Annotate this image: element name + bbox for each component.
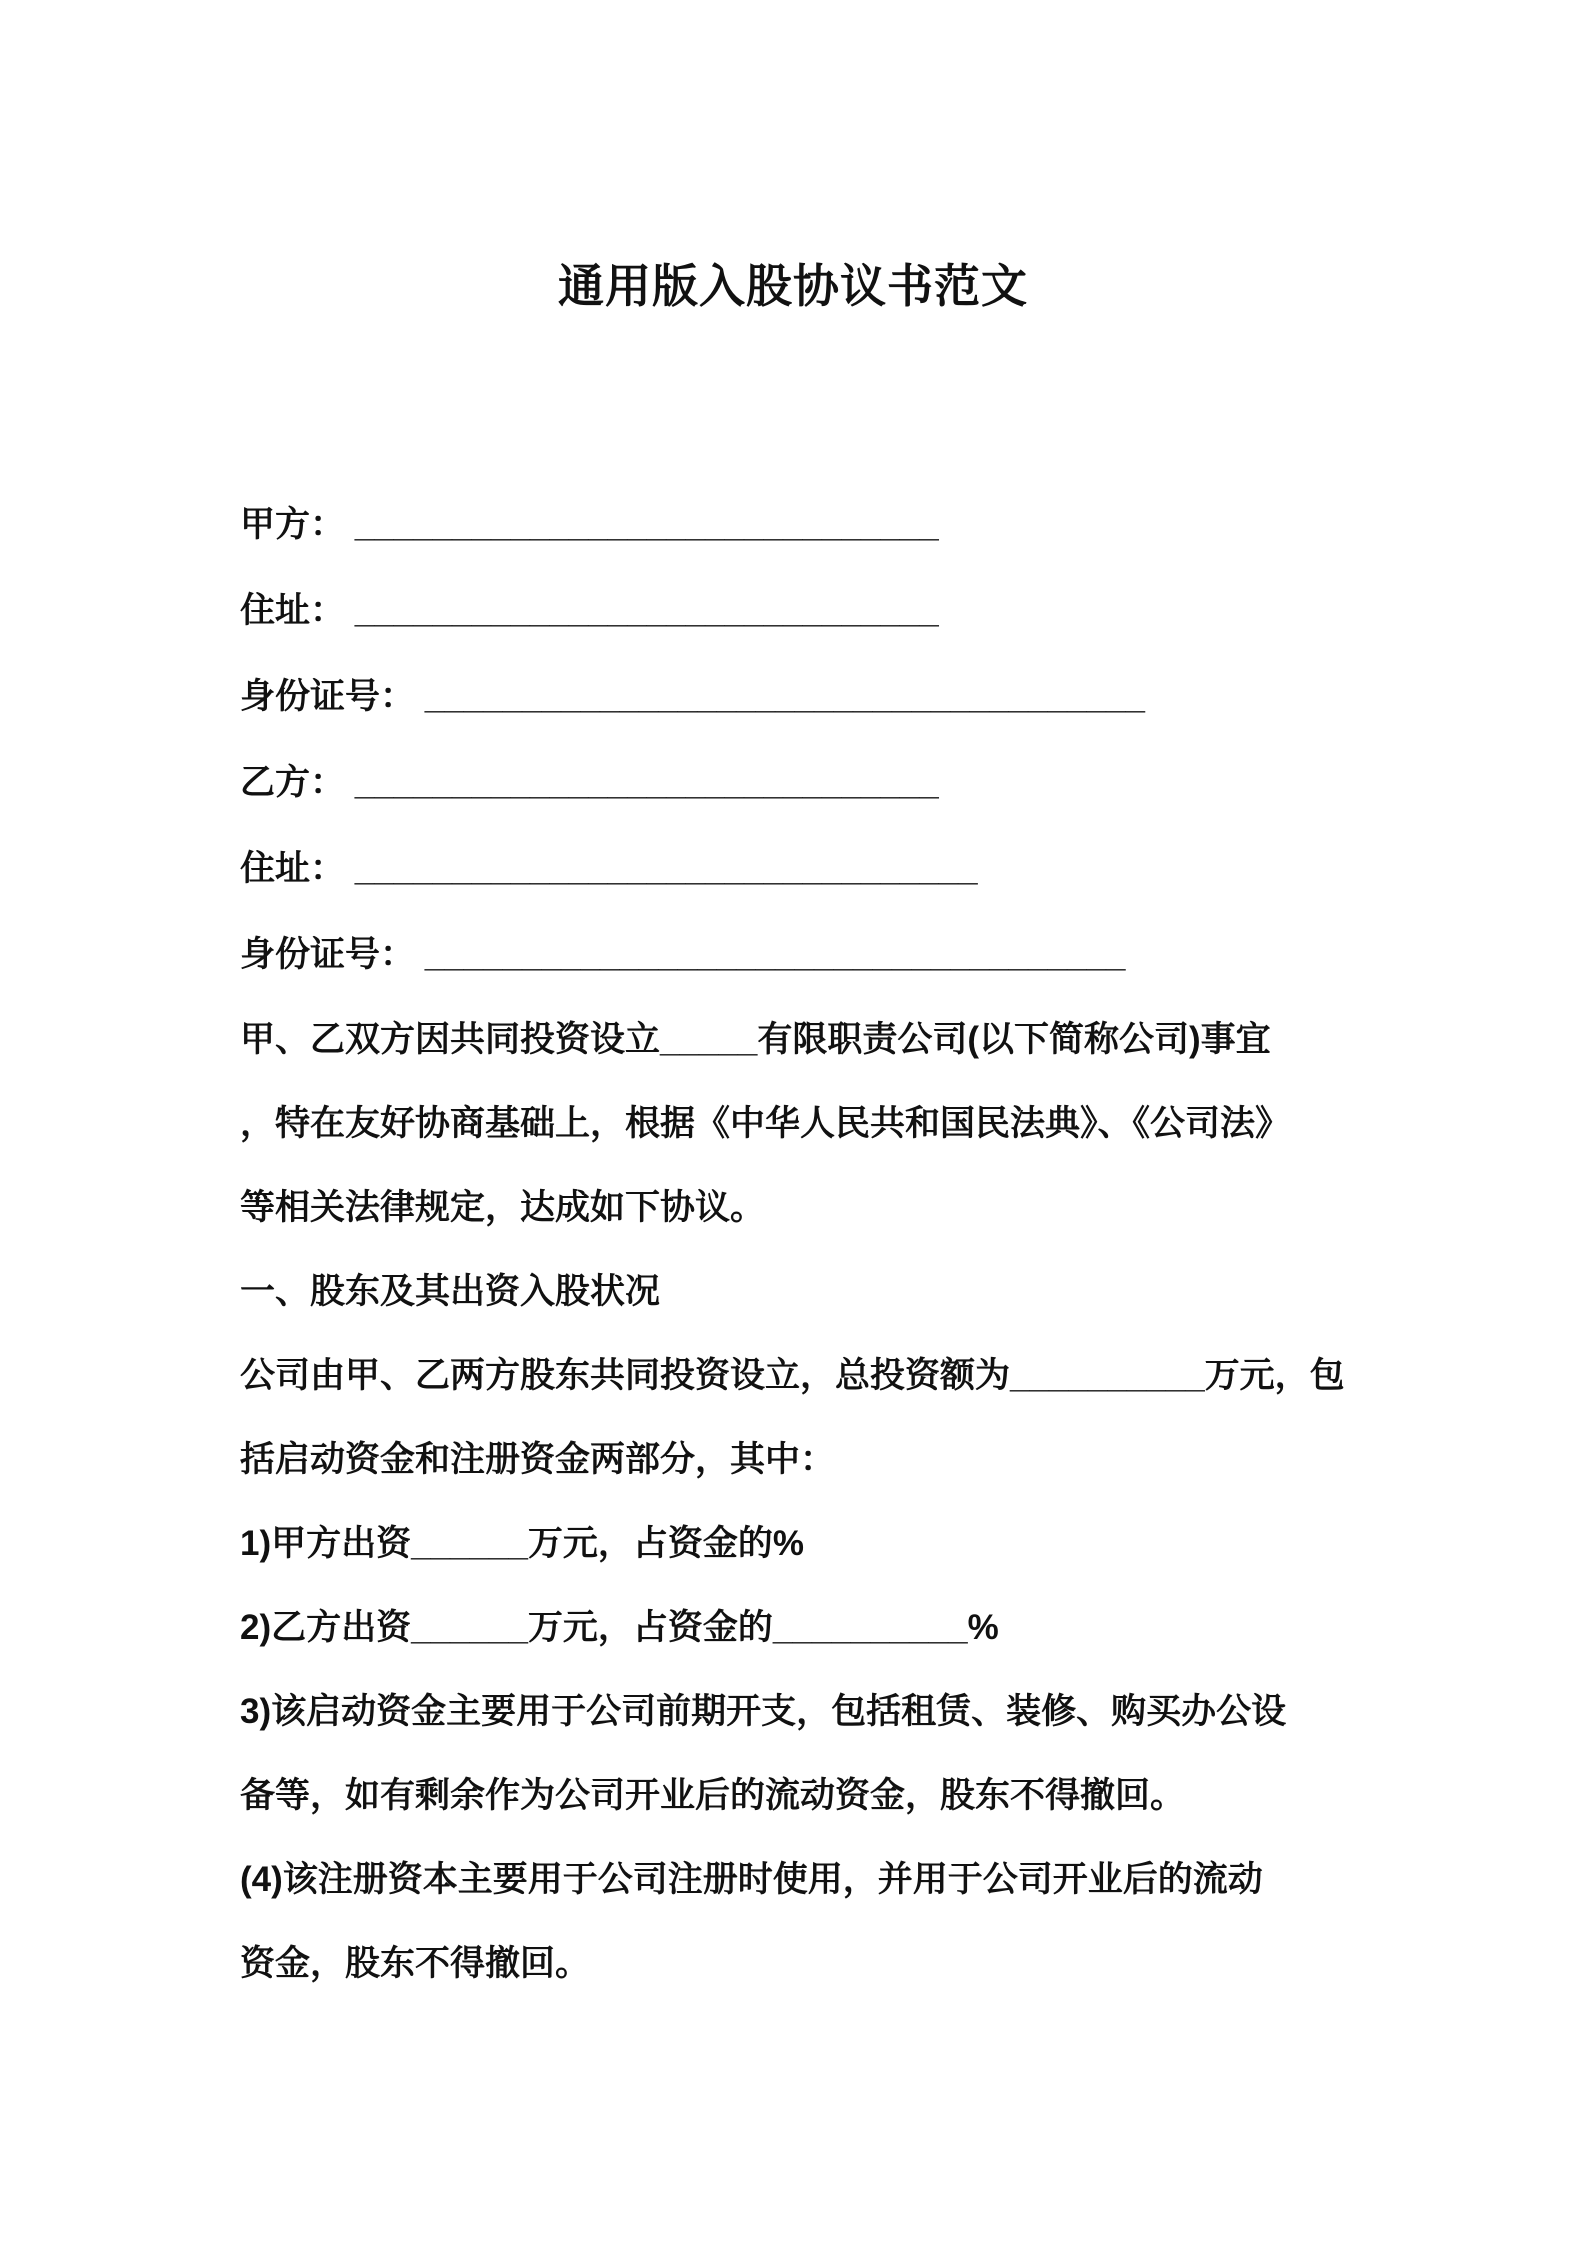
document-body	[240, 482, 1420, 2006]
form-line-party-b-id-number: 身份证号： ____________________________________	[240, 935, 1126, 974]
clause-item-4-line-1: (4)该注册资本主要用于公司注册时使用，并用于公司开业后的流动	[240, 1860, 1263, 1899]
form-line-party-a-name: 甲方： ______________________________	[240, 505, 939, 544]
preamble-line-2: ，特在友好协商基础上，根据《中华人民共和国民法典》、《公司法》	[240, 1104, 1291, 1143]
document-title: 通用版入股协议书范文	[558, 260, 1028, 312]
clause-item-3-line-1: 3)该启动资金主要用于公司前期开支，包括租赁、装修、购买办公设	[240, 1692, 1287, 1731]
form-line-party-b-name: 乙方： ______________________________	[240, 763, 939, 802]
clause-item-4-line-2: 资金，股东不得撤回。	[240, 1944, 591, 1983]
clause-item-3-line-2: 备等，如有剩余作为公司开业后的流动资金，股东不得撤回。	[240, 1776, 1186, 1815]
form-line-party-a-address: 住址： ______________________________	[240, 591, 939, 630]
section-one-heading: 一、股东及其出资入股状况	[240, 1272, 661, 1311]
preamble-line-1: 甲、乙双方因共同投资设立_____有限职责公司(以下简称公司)事宜	[240, 1020, 1271, 1059]
form-line-party-a-id-number: 身份证号： _____________________________________	[240, 677, 1145, 716]
clause-item-1: 1)甲方出资______万元，占资金的%	[240, 1524, 805, 1563]
investment-intro-line-1: 公司由甲、乙两方股东共同投资设立，总投资额为__________万元，包	[240, 1356, 1345, 1395]
form-line-party-b-address: 住址： ________________________________	[240, 849, 978, 888]
preamble-line-3: 等相关法律规定，达成如下协议。	[240, 1188, 766, 1227]
clause-item-2: 2)乙方出资______万元，占资金的__________%	[240, 1608, 999, 1647]
investment-intro-line-2: 括启动资金和注册资金两部分，其中：	[240, 1440, 836, 1479]
